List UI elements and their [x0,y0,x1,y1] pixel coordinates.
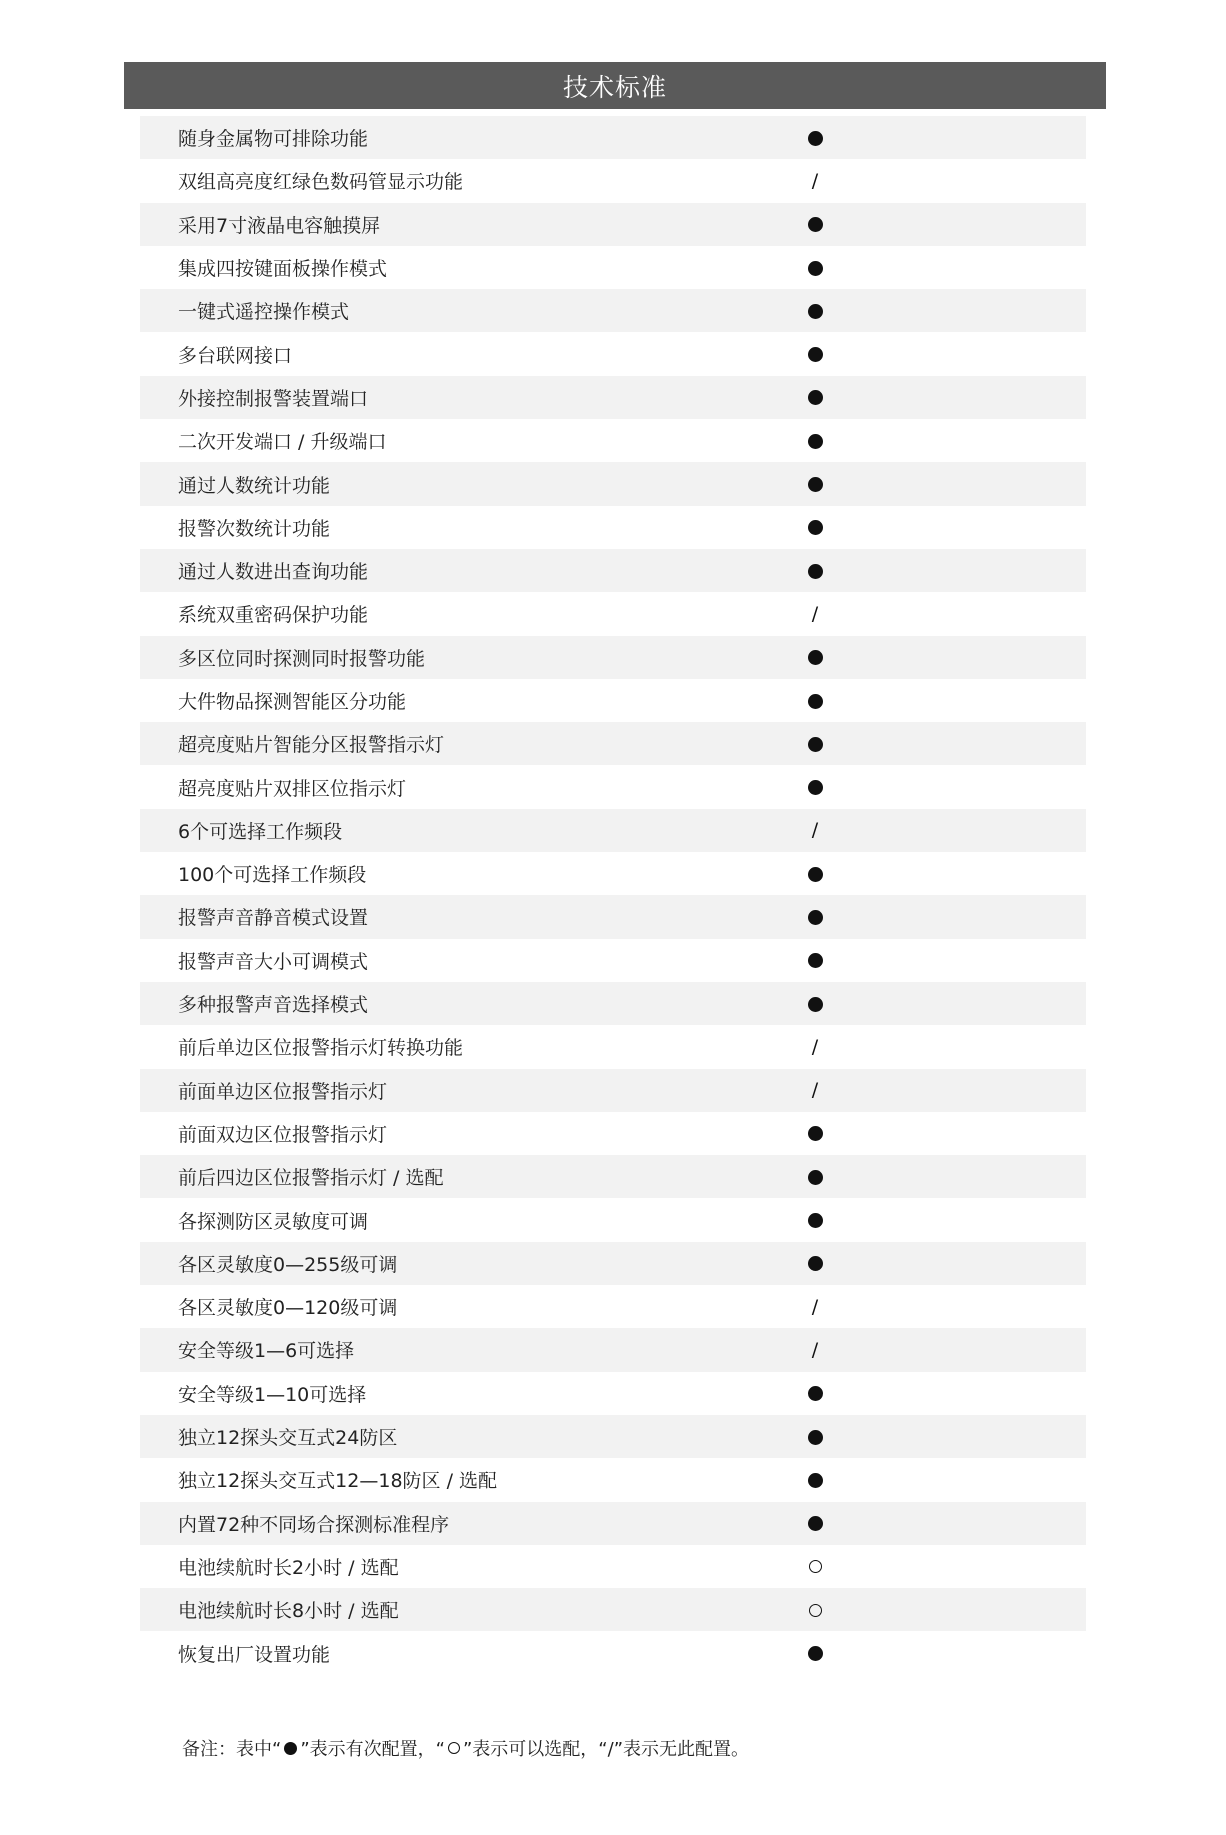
table-row [140,895,1086,938]
slash-mark: / [811,169,819,192]
table-row [140,1155,1086,1198]
slash-mark: / [811,1079,819,1102]
feature-label: 通过人数统计功能 [178,474,331,497]
filled-circle-icon [800,949,830,971]
filled-circle-icon [284,1742,297,1755]
note-prefix: 备注：表中“ [182,1739,282,1760]
table-row [140,1198,1086,1241]
filled-circle-icon [800,733,830,755]
filled-circle-icon [800,1382,830,1404]
table-row [140,592,1086,635]
feature-label: 前后单边区位报警指示灯转换功能 [178,1037,464,1060]
filled-circle-icon [800,257,830,279]
table-row [140,1328,1086,1371]
feature-label: 多种报警声音选择模式 [178,994,369,1017]
hollow-circle-icon [800,1599,830,1621]
filled-circle-icon [800,1642,830,1664]
table-row [140,1545,1086,1588]
feature-label: 100个可选择工作频段 [178,864,367,887]
feature-label: 恢复出厂设置功能 [178,1643,331,1666]
feature-label: 多区位同时探测同时报警功能 [178,647,426,670]
table-row [140,765,1086,808]
feature-label: 安全等级1—6可选择 [178,1340,355,1363]
filled-circle-icon [800,1469,830,1491]
table-row [140,679,1086,722]
feature-label: 超亮度贴片智能分区报警指示灯 [178,734,445,757]
feature-label: 内置72种不同场合探测标准程序 [178,1513,450,1536]
filled-circle-icon [800,430,830,452]
table-row [140,852,1086,895]
table-row [140,1285,1086,1328]
slash-mark: / [811,1035,819,1058]
feature-label: 安全等级1—10可选择 [178,1383,367,1406]
feature-label: 独立12探头交互式24防区 [178,1427,398,1450]
table-row [140,1502,1086,1545]
feature-label: 集成四按键面板操作模式 [178,258,388,281]
hollow-circle-icon [448,1742,460,1754]
table-row [140,1112,1086,1155]
feature-label: 双组高亮度红绿色数码管显示功能 [178,171,464,194]
filled-circle-icon [800,1166,830,1188]
feature-label: 各探测防区灵敏度可调 [178,1210,369,1233]
feature-label: 电池续航时长8小时 / 选配 [178,1600,399,1623]
feature-label: 超亮度贴片双排区位指示灯 [178,777,407,800]
filled-circle-icon [800,516,830,538]
table-row [140,289,1086,332]
table-row [140,159,1086,202]
table-row [140,1458,1086,1501]
feature-label: 独立12探头交互式12—18防区 / 选配 [178,1470,498,1493]
filled-circle-icon [800,386,830,408]
filled-circle-icon [800,646,830,668]
note-part1: ”表示有次配置，“ [300,1739,445,1760]
filled-circle-icon [800,1252,830,1274]
header-title: 技术标准 [562,72,667,102]
filled-circle-icon [800,560,830,582]
feature-label: 系统双重密码保护功能 [178,604,369,627]
table-row [140,1588,1086,1631]
table-row [140,1372,1086,1415]
filled-circle-icon [800,1209,830,1231]
table-row [140,1242,1086,1285]
table-row [140,549,1086,592]
filled-circle-icon [800,1122,830,1144]
feature-label: 采用7寸液晶电容触摸屏 [178,214,381,237]
table-row [140,506,1086,549]
table-row [140,116,1086,159]
slash-mark: / [811,1295,819,1318]
filled-circle-icon [800,213,830,235]
filled-circle-icon [800,127,830,149]
filled-circle-icon [800,776,830,798]
filled-circle-icon [800,993,830,1015]
feature-label: 一键式遥控操作模式 [178,301,350,324]
feature-label: 报警声音大小可调模式 [178,950,369,973]
slash-mark: / [811,602,819,625]
feature-label: 报警声音静音模式设置 [178,907,369,930]
table-header [124,62,1106,109]
feature-label: 6个可选择工作频段 [178,820,343,843]
feature-label: 外接控制报警装置端口 [178,387,369,410]
feature-label: 二次开发端口 / 升级端口 [178,431,387,454]
filled-circle-icon [800,906,830,928]
slash-mark: / [811,819,819,842]
filled-circle-icon [800,343,830,365]
feature-label: 报警次数统计功能 [178,517,331,540]
feature-label: 多台联网接口 [178,344,293,367]
filled-circle-icon [800,1512,830,1534]
feature-label: 各区灵敏度0—255级可调 [178,1253,398,1276]
footnote [182,1735,749,1761]
feature-label: 电池续航时长2小时 / 选配 [178,1556,399,1579]
slash-mark: / [811,1338,819,1361]
table-row [140,722,1086,765]
feature-label: 前面单边区位报警指示灯 [178,1080,388,1103]
table-row [140,982,1086,1025]
feature-label: 随身金属物可排除功能 [178,128,369,151]
table-row [140,203,1086,246]
feature-label: 通过人数进出查询功能 [178,561,369,584]
feature-label: 大件物品探测智能区分功能 [178,691,407,713]
table-row [140,1415,1086,1458]
table-row [140,809,1086,852]
feature-label: 前面双边区位报警指示灯 [178,1123,388,1146]
table-row [140,462,1086,505]
table-row [140,376,1086,419]
table-row [140,1069,1086,1112]
table-row [140,332,1086,375]
hollow-circle-icon [800,1555,830,1577]
filled-circle-icon [800,1426,830,1448]
table-row [140,1025,1086,1068]
filled-circle-icon [800,690,830,712]
filled-circle-icon [800,863,830,885]
table-row [140,1631,1086,1674]
note-part2: ”表示可以选配，“/”表示无此配置。 [462,1739,750,1760]
spec-table [140,116,1086,1675]
table-row [140,939,1086,982]
table-row [140,419,1086,462]
feature-label: 前后四边区位报警指示灯 / 选配 [178,1167,444,1190]
table-row [140,246,1086,289]
filled-circle-icon [800,300,830,322]
filled-circle-icon [800,473,830,495]
table-row [140,636,1086,679]
feature-label: 各区灵敏度0—120级可调 [178,1297,398,1320]
